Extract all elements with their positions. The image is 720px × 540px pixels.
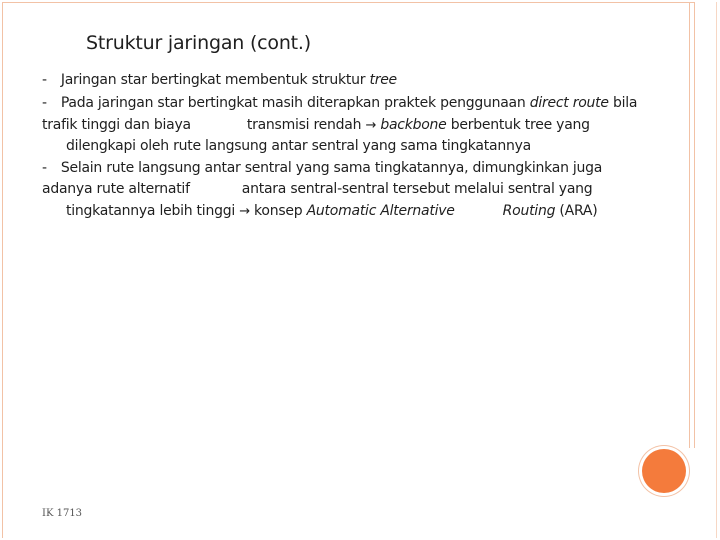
body-line-6: [42, 180, 592, 198]
line-text: dilengkapi oleh rute langsung antar sentral yang sama tingkatannya: [66, 138, 531, 154]
border-right-outer-line: [694, 2, 695, 448]
line-text: bila: [608, 95, 638, 111]
border-right-inner-line: [689, 2, 690, 448]
body-line-7: [66, 202, 597, 221]
line-text: (ARA): [555, 203, 598, 219]
bullet-line-5: [42, 159, 602, 177]
right-arrow-icon: →: [239, 204, 250, 219]
line-text: adanya rute alternatif: [42, 181, 190, 197]
border-left-line: [2, 2, 3, 538]
line-italic-text: direct route: [529, 95, 609, 111]
bullet-line-1: [42, 71, 397, 89]
bullet-dash: -: [42, 72, 47, 88]
line-text: Pada jaringan star bertingkat masih diterapkan praktek penggunaan: [60, 95, 530, 111]
line-text: konsep: [249, 203, 307, 219]
line-italic-text: backbone: [376, 117, 447, 133]
body-line-3: [42, 116, 590, 135]
line-text: tingkatannya lebih tinggi: [66, 203, 240, 219]
border-top-line: [2, 2, 694, 3]
line-text: Jaringan star bertingkat membentuk struktur: [60, 72, 370, 88]
line-italic-text: Automatic Alternative: [306, 203, 455, 219]
line-text: trafik tinggi dan biaya: [42, 117, 191, 133]
right-arrow-icon: →: [365, 118, 377, 133]
line-text: antara sentral-sentral tersebut melalui sentral yang: [241, 181, 593, 197]
body-line-4: [66, 137, 531, 155]
line-italic-text: tree: [369, 72, 397, 88]
line-text: Selain rute langsung antar sentral yang sama tingkatannya, dimungkinkan juga: [60, 160, 603, 176]
slide-title: Struktur jaringan (cont.): [86, 32, 311, 54]
decorative-circle-icon: [642, 449, 686, 493]
line-text: berbentuk tree yang: [446, 117, 590, 133]
line-italic-text: Routing: [502, 203, 556, 219]
line-text: transmisi rendah: [246, 117, 366, 133]
slide-footer: IK 1713: [42, 508, 83, 519]
border-right-edge-line: [716, 2, 717, 538]
bullet-dash: -: [42, 95, 47, 111]
bullet-line-2: [42, 94, 637, 112]
bullet-dash: -: [42, 160, 47, 176]
